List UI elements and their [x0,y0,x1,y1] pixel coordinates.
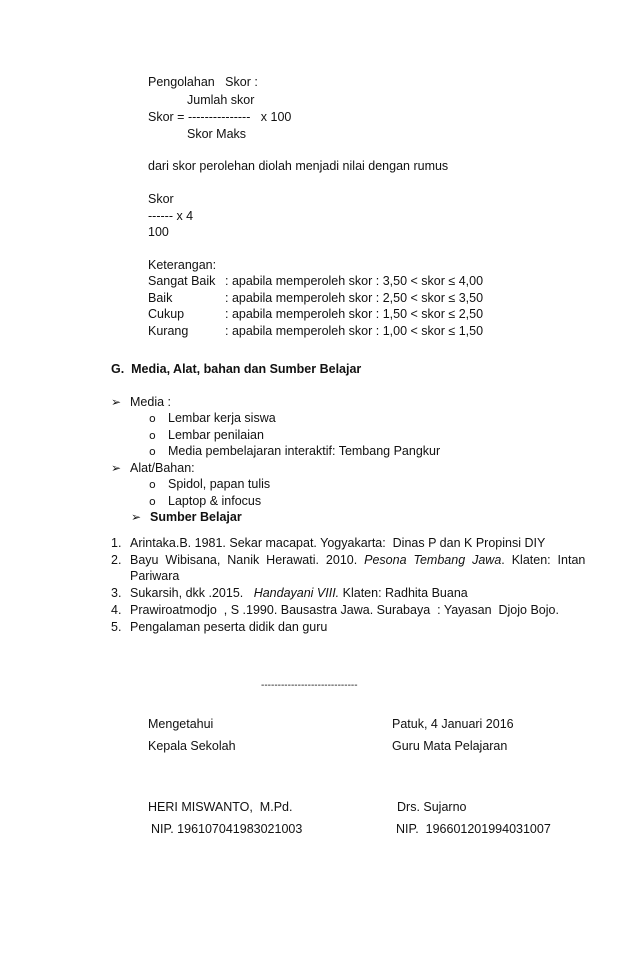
reference-number: 5. [111,620,122,634]
media-item: Lembar penilaian [168,428,264,442]
formula-line: Skor = --------------- x 100 [148,110,292,124]
arrow-bullet-icon: ➢ [111,461,122,475]
alat-label: Alat/Bahan: [130,461,195,475]
reference-text: Sukarsih, dkk .2015. Handayani VIII. Klaten: Radhita Buana [130,586,468,600]
reference-number: 1. [111,536,122,550]
divider-line: ----------------------------- [261,680,358,691]
circle-bullet-icon: o [149,495,156,508]
media-item: Media pembelajaran interaktif: Tembang Pangkur [168,444,441,458]
signature-left-line1: Mengetahui [148,717,214,731]
signature-right-line2: Guru Mata Pelajaran [392,739,508,753]
formula-numerator: Jumlah skor [187,93,255,107]
reference-number: 3. [111,586,122,600]
keterangan-label: Kurang [148,324,189,338]
media-label: Media : [130,395,171,409]
formula-denominator: Skor Maks [187,127,247,141]
keterangan-label: Baik [148,291,173,305]
reference-text: Bayu Wibisana, Nanik Herawati. 2010. Pesona Tembang Jawa. Klaten: Intan [130,553,586,567]
signature-left-nip: NIP. 196107041983021003 [151,822,303,836]
reference-title: Handayani VIII. [253,586,340,600]
reference-text: Prawiroatmodjo , S .1990. Bausastra Jawa. Surabaya : Yayasan Djojo Bojo. [130,603,559,617]
circle-bullet-icon: o [149,445,156,458]
sumber-belajar-label: Sumber Belajar [150,510,242,524]
keterangan-desc: : apabila memperoleh skor : 1,50 < skor ≤ 2,50 [225,307,484,321]
reference-number: 2. [111,553,122,567]
skor-label: Skor [148,192,174,206]
keterangan-label: Cukup [148,307,185,321]
reference-text: Pengalaman peserta didik dan guru [130,620,328,634]
arrow-bullet-icon: ➢ [111,395,122,409]
alat-item: Spidol, papan tulis [168,477,271,491]
circle-bullet-icon: o [149,412,156,425]
skor-line: ------ x 4 [148,209,194,223]
skor-denominator: 100 [148,225,169,239]
media-item: Lembar kerja siswa [168,411,276,425]
keterangan-label: Sangat Baik [148,274,216,288]
section-g-heading: G. Media, Alat, bahan dan Sumber Belajar [111,362,362,376]
alat-item: Laptop & infocus [168,494,262,508]
circle-bullet-icon: o [149,478,156,491]
reference-number: 4. [111,603,122,617]
keterangan-heading: Keterangan: [148,258,217,272]
circle-bullet-icon: o [149,429,156,442]
signature-right-name: Drs. Sujarno [397,800,467,814]
keterangan-desc: : apabila memperoleh skor : 1,00 < skor ≤ 1,50 [225,324,484,338]
arrow-bullet-icon: ➢ [131,510,142,524]
formula-sentence: dari skor perolehan diolah menjadi nilai dengan rumus [148,159,449,173]
reference-text: Arintaka.B. 1981. Sekar macapat. Yogyakarta: Dinas P dan K Propinsi DIY [130,536,546,550]
reference-continuation: Pariwara [130,569,180,583]
keterangan-desc: : apabila memperoleh skor : 2,50 < skor ≤ 3,50 [225,291,484,305]
signature-left-line2: Kepala Sekolah [148,739,236,753]
signature-right-nip: NIP. 196601201994031007 [396,822,551,836]
keterangan-desc: : apabila memperoleh skor : 3,50 < skor ≤ 4,00 [225,274,484,288]
signature-right-line1: Patuk, 4 Januari 2016 [392,717,514,731]
reference-title: Pesona Tembang Jawa [364,553,502,567]
pengolahan-title: Pengolahan Skor : [148,75,258,89]
signature-left-name: HERI MISWANTO, M.Pd. [148,800,293,814]
